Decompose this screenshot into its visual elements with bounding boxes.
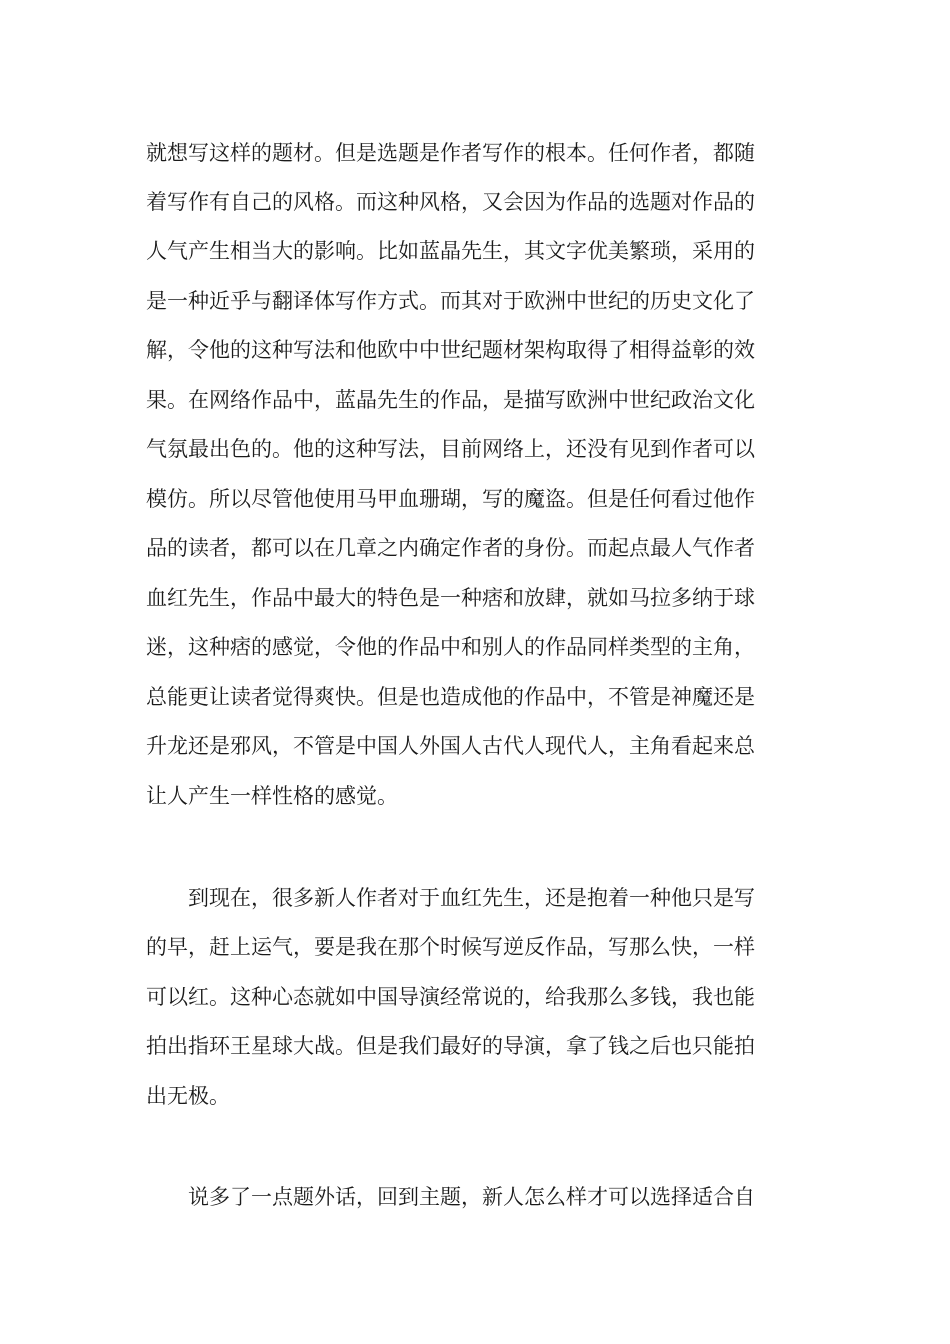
text-line: 总能更让读者觉得爽快。但是也造成他的作品中，不管是神魔还是 — [146, 685, 755, 709]
text-line: 到现在，很多新人作者对于血红先生，还是抱着一种他只是写 — [188, 886, 755, 910]
text-line: 的早，赶上运气，要是我在那个时候写逆反作品，写那么快，一样 — [146, 935, 755, 959]
text-line: 解，令他的这种写法和他欧中中世纪题材架构取得了相得益彰的效 — [146, 338, 755, 362]
text-line: 血红先生，作品中最大的特色是一种痞和放肆，就如马拉多纳于球 — [146, 586, 755, 610]
text-line: 气氛最出色的。他的这种写法，目前网络上，还没有见到作者可以 — [146, 437, 755, 461]
text-line: 说多了一点题外话，回到主题，新人怎么样才可以选择适合自 — [188, 1185, 755, 1209]
text-line: 人气产生相当大的影响。比如蓝晶先生，其文字优美繁琐，采用的 — [146, 239, 755, 263]
text-line: 拍出指环王星球大战。但是我们最好的导演，拿了钱之后也只能拍 — [146, 1034, 755, 1058]
text-line: 着写作有自己的风格。而这种风格，又会因为作品的选题对作品的 — [146, 190, 755, 214]
text-line: 让人产生一样性格的感觉。 — [146, 784, 398, 808]
text-line: 模仿。所以尽管他使用马甲血珊瑚，写的魔盗。但是任何看过他作 — [146, 487, 755, 511]
text-line: 就想写这样的题材。但是选题是作者写作的根本。任何作者，都随 — [146, 141, 755, 165]
text-line: 品的读者，都可以在几章之内确定作者的身份。而起点最人气作者 — [146, 536, 755, 560]
text-line: 可以红。这种心态就如中国导演经常说的，给我那么多钱，我也能 — [146, 985, 755, 1009]
text-line: 迷，这种痞的感觉，令他的作品中和别人的作品同样类型的主角， — [146, 635, 755, 659]
text-line: 果。在网络作品中，蓝晶先生的作品，是描写欧洲中世纪政治文化 — [146, 388, 755, 412]
text-line: 升龙还是邪风，不管是中国人外国人古代人现代人，主角看起来总 — [146, 734, 755, 758]
text-line: 出无极。 — [146, 1084, 230, 1108]
text-line: 是一种近乎与翻译体写作方式。而其对于欧洲中世纪的历史文化了 — [146, 289, 755, 313]
